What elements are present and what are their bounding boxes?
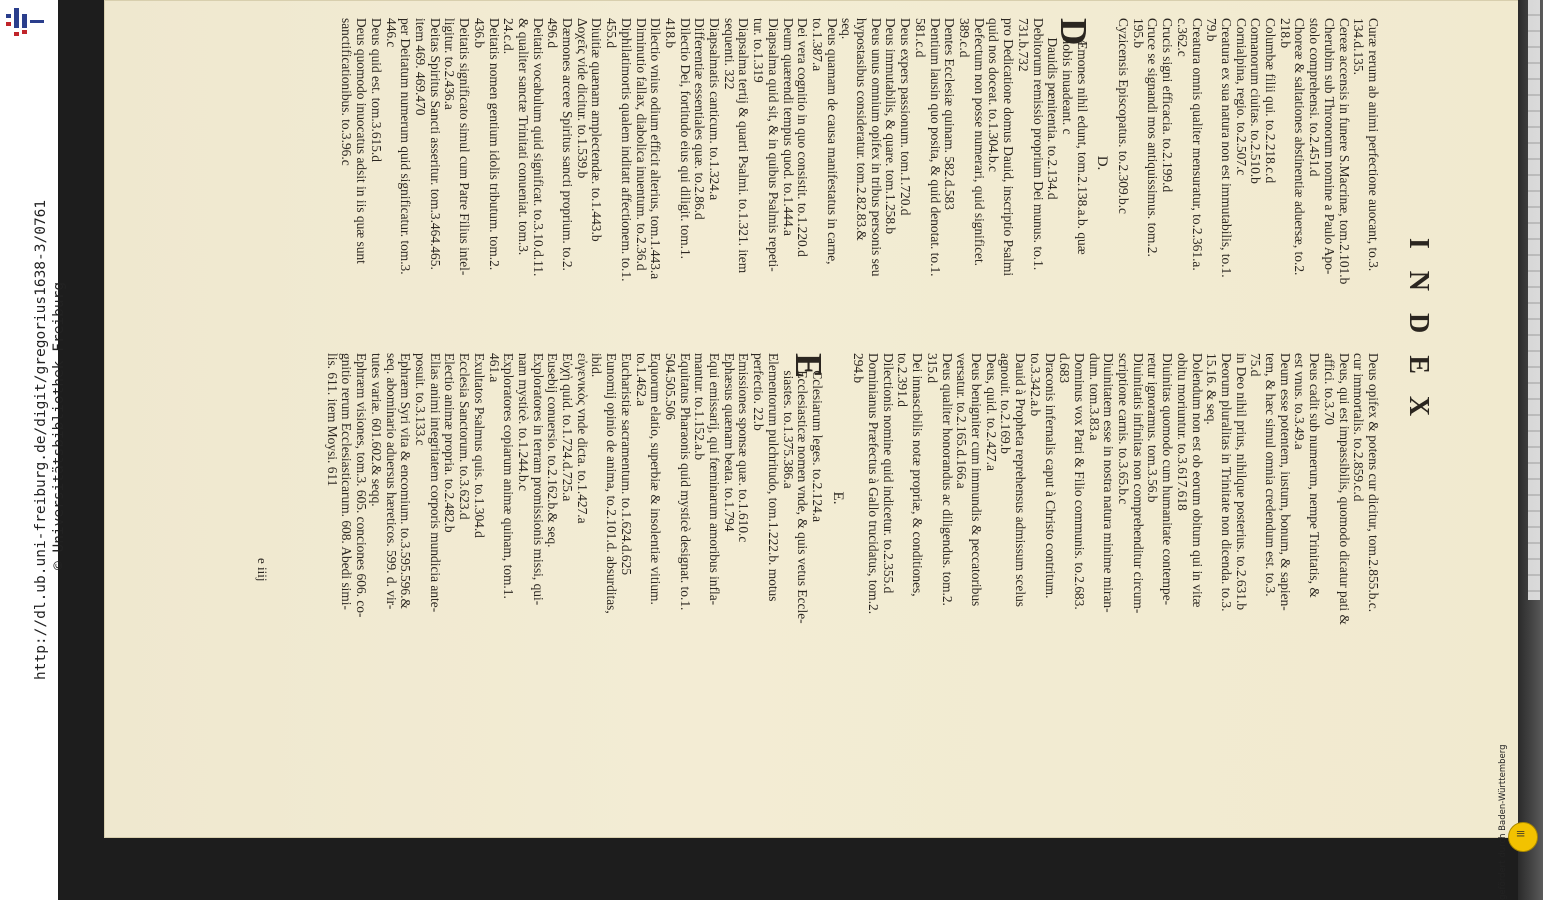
index-entry: Crucis signi efficacia. to.2.199.d: [1160, 18, 1176, 193]
index-entry: 389.c.d: [957, 18, 973, 58]
index-entry: Diuinitas quomodo cum humanitate contempe-: [1160, 353, 1176, 606]
index-entry: 15.16. & seq.: [1204, 353, 1220, 425]
index-entry: affici. to.3.70: [1321, 353, 1337, 425]
index-entry: sanctificationibus. to.3.96.c: [339, 18, 355, 166]
index-entry: Draconis infernalis caput à Christo contritum.: [1042, 353, 1058, 599]
index-entry: 294.b: [851, 353, 867, 384]
index-entry: Columbæ filii qui. to.2.218.c.d: [1263, 18, 1279, 184]
index-entry: Dilectionis nomine quid indicetur. to.2.355.d: [880, 353, 896, 594]
index-entry: Exultatos Psalmus quis. to.1.304.d: [471, 353, 487, 538]
index-entry: Choreæ & saltationes abstinentiæ aduersæ, to.2.: [1292, 18, 1308, 276]
index-entry: E Cclesiarum leges. to.2.124.a: [786, 353, 829, 523]
index-entry: & qualiter sanctæ Trinitati conueniat. tom.3.: [515, 18, 531, 256]
index-entry: Equitatus Pharaonis quid mysticè designat. to.1.: [677, 353, 693, 611]
index-entry: εὐγενικὸς vnde dicta. to.1.427.a: [574, 353, 590, 524]
drop-cap: D: [1051, 18, 1094, 46]
source-url[interactable]: http://dl.ub.uni-freiburg.de/digit/gregorius1638-3/0761: [33, 199, 49, 680]
index-entry: Cornialpina, regio. to.2.507.c: [1233, 18, 1249, 176]
index-entry: Deus, qui est impassibilis, quomodo dicatur pati &: [1336, 353, 1352, 625]
index-entry: Deus unus omnium opifex in tribus personis seu: [868, 18, 884, 277]
index-entry: Ephræm Syri vita & encomium. to.3.595.596.&: [398, 353, 414, 609]
index-entry: retur ignoramus. tom.3.56.b: [1145, 353, 1161, 503]
index-entry: 418.b: [662, 18, 678, 49]
index-entry: Comanorum ciuitas. to.2.510.b: [1248, 18, 1264, 184]
index-entry: Elementorum pulchritudo, tom.1.222.b. motus: [765, 353, 781, 602]
index-entry: seq. abominario aduersus hæreticos. 599. d. vir-: [383, 353, 399, 610]
index-entry: 195.b: [1130, 18, 1146, 49]
index-entry: Diapsalmatis canticum. to.1.324.a: [707, 18, 723, 201]
index-entry: 581.c.d: [912, 18, 928, 58]
index-entry: Deorum pluralitas in Trinitate non dicenda. to.3.: [1218, 353, 1234, 612]
index-entry: Eucharistiæ sacramentum. to.1.624.d.625: [618, 353, 634, 576]
index-entry: to.2.391.d: [895, 353, 911, 407]
index-entry: Deitatis significato simul cum Patre Filius intel-: [457, 18, 473, 276]
index-entry: Dauidis pœnitentia. to.2.134.d: [1045, 37, 1061, 200]
index-entry: Cereæ accensis in funere S.Macrinæ, tom.2.101.b: [1336, 18, 1352, 285]
funding-logo-icon: [1508, 822, 1538, 852]
scan-color-bar: [1528, 0, 1540, 600]
index-entry: quid nos doceat. to.1.304.b.c: [986, 18, 1002, 172]
index-entry: perfectio. 22.b: [751, 353, 767, 431]
index-entry: posuit. to.3.133.c: [413, 353, 428, 446]
index-entry: nam mysticè. to.1.244.b.c: [515, 353, 531, 491]
index-entry: 436.b: [471, 18, 487, 49]
index-entry: Deum esse potentem, iustum, bonum, & sapien-: [1277, 353, 1293, 611]
index-entry: Dominianus Præfectus à Gallo trucidatus, tom.2.: [866, 353, 882, 615]
index-entry: agnouit. to.2.169.b: [998, 353, 1014, 454]
index-entry: pro Dedicatione domus Dauid, inscriptio Psalmi: [1001, 18, 1017, 277]
index-entry: est vnus. to.3.49.a: [1292, 353, 1308, 450]
index-entry: 315.d: [924, 353, 940, 384]
index-entry: mantur. to.1.152.a.b: [692, 353, 708, 461]
index-entry: Electio animæ propria. to.2.482.b: [442, 353, 458, 533]
index-entry: stolo comprehensi. to.2.451.d: [1307, 18, 1323, 177]
index-entry: Deus, quid. to.2.427.a: [983, 353, 999, 471]
index-column-left: [339, 18, 1380, 308]
index-entry: Exploratores copiarum animæ quinam, tom.1.: [501, 353, 517, 599]
index-entry: Ephræm visiones, tom.3. 605. conciones 606. co-: [354, 353, 370, 618]
index-entry: Diapsalma tertij & quarti Psalmi. to.1.321. item: [736, 18, 752, 274]
index-entry: to.1.387.a: [809, 18, 825, 72]
index-page-content: [220, 18, 1440, 658]
source-url-caption: [32, 200, 72, 900]
index-entry: Debitorum remissio proprium Dei munus. to.1.: [1030, 18, 1046, 271]
index-entry: 79.b: [1204, 18, 1220, 42]
index-entry: Deum quærendi tempus quod. to.1.444.a: [780, 18, 796, 236]
index-entry: Dauid à Propheta reprehensus admissum scelus: [1013, 353, 1029, 607]
index-entry: c.362.c: [1174, 18, 1190, 57]
index-entry: Ephæsus quænam beata. to.1.794: [721, 353, 737, 532]
index-entry: Cyzicensis Episcopatus. to.2.309.b.c: [1116, 18, 1132, 214]
index-entry: lis. 611. item Moysi. 611: [324, 353, 340, 487]
index-entry: Exploratores in terram promissionis missi, qui-: [530, 353, 546, 606]
index-entry: Δοχεῖς vide dicitur. to.1.539.b: [574, 18, 590, 179]
index-entry: Deus cadit sub numerum, nempe Trinitatis, &: [1307, 353, 1323, 598]
drop-cap: E: [786, 353, 829, 379]
index-entry: Deus benigniter cum immundis & peccatoribus: [969, 353, 985, 607]
index-entry: Dei innascibilis notæ propriæ, & conditiones,: [910, 353, 926, 597]
index-entry: item 469. 469.470: [413, 18, 428, 116]
index-entry: Diuinitatem esse in nostra natura minime miran-: [1101, 353, 1117, 613]
funding-note: gefördert durch Baden-Württemberg: [1498, 744, 1508, 900]
index-entry: ligitur. to.2.436.a: [442, 18, 458, 110]
index-entry: obitu moriuntur. to.3.617.618: [1174, 353, 1190, 511]
index-entry: scriptione carnis. to.3.65.b.c: [1116, 353, 1132, 505]
index-entry: Diuitiæ quænam amplectendæ. to.1.443.b: [589, 18, 605, 242]
index-entry: nobis inuadeant. c: [1059, 37, 1075, 135]
index-entry: Deus expers passionum. tom.1.720.d: [898, 18, 914, 216]
index-entry: cur immortalis. to.2.859.c.d: [1351, 353, 1367, 502]
index-entry: siastes. to.1.375.386.a: [780, 370, 796, 489]
index-entry: Deitatis vocabulum quid significat. to.3.10.d.11.: [530, 18, 546, 277]
index-entry: Dæmones arcere Spiritus sancti proprium. to.2.: [560, 18, 576, 271]
index-entry: D Æmones nihil edunt, tom.2.138.a.b. quæ: [1051, 18, 1094, 255]
index-entry: 461.a: [486, 353, 502, 383]
index-column-right: [324, 353, 1380, 643]
index-entry: per Deitatum numerum quid significatur. tom.3.: [398, 18, 414, 275]
index-entry: Dentes Ecclesiæ quinam. 582.d.583: [942, 18, 958, 210]
index-entry: in Deo nihil prius, nihilque posterius. to.2.631.b: [1233, 353, 1249, 611]
section-letter: E.: [829, 491, 846, 505]
index-entry: 75.d: [1248, 353, 1264, 377]
index-entry: Dolendum non est ob eorum obitum qui in vitæ: [1189, 353, 1205, 608]
index-entry: Dilectio Dei, fortitudo eius qui diligit. tom.1.: [677, 18, 693, 260]
index-entry: dum. tom.3.83.a: [1086, 353, 1102, 441]
copyright-notice: © Universitätsbibliothek Freiburg: [51, 281, 67, 570]
index-entry: gnitio rerum Ecclesiasticarum. 608. Abedi simi-: [339, 353, 355, 610]
index-entry: 446.c: [383, 18, 399, 48]
index-entry: Cherubim sub Thronorum nomine a Paulo Apo-: [1321, 18, 1337, 275]
index-entry: 731.b.732: [1015, 18, 1031, 72]
index-entry: Diminutio fallax, diabolica inuentum. to.2.36.d: [633, 18, 649, 271]
index-entry: Ecclesia Sanctorum. to.3.623.d: [457, 353, 473, 520]
index-entry: versatur. to.2.165.d.166.a: [954, 353, 970, 489]
index-entry: Deitatis nomen gentium idolis tributum. tom.2.: [486, 18, 502, 271]
index-entry: hypostasibus consideratur. tom.2.82.83.&: [854, 18, 870, 241]
index-entry: Emissiones sponsæ quæ. to.1.610.c: [736, 353, 752, 543]
section-letter: D.: [1094, 155, 1111, 171]
index-entry: Eunomij opinio de anima, to.2.101.d. absurditas,: [604, 353, 620, 614]
index-entry: Differentiæ essentiales quæ. to.2.86.d: [692, 18, 708, 220]
index-entry: d.683: [1057, 353, 1073, 384]
index-entry: Equorum elatio, superbiæ & insolentiæ vitium.: [648, 353, 664, 605]
index-entry: seq.: [839, 18, 855, 40]
index-entry: Curæ rerum ab animi perfectione auocant, to.3.: [1366, 18, 1381, 272]
index-entry: Diapsalma quid sit, & in quibus Psalmis repeti-: [765, 18, 781, 272]
index-entry: to.3.342.a.b: [1027, 353, 1043, 417]
index-entry: ibid.: [589, 353, 605, 378]
index-entry: Diuinitatis infinitas non comprehenditur circum-: [1130, 353, 1146, 614]
index-entry: to.1.462.a: [633, 353, 649, 407]
index-entry: tur. to.1.319: [751, 18, 767, 83]
index-entry: Creatura ex sua natura non est immutabilis, to.1.: [1218, 18, 1234, 278]
index-entry: Dilectio vnius odium efficit alterius, tom.1.443.a: [648, 18, 664, 280]
index-entry: 218.b: [1277, 18, 1293, 49]
page-title: INDEX: [1403, 237, 1434, 439]
index-entry: Dominus vox Patri & Filio communis. to.2.683.: [1071, 353, 1087, 610]
index-entry: 24.c.d.: [501, 18, 517, 55]
index-entry: Diphilatimortis qualem inditatt affectionem. to.1.: [618, 18, 634, 282]
index-entry: Deitas Spiritus Sancti asseritur. tom.3.464.465.: [427, 18, 443, 270]
index-entry: 504.505.506: [662, 353, 678, 420]
index-entry: Deus opifex & potens cur dicitur, tom.2.855.b.c.: [1366, 353, 1381, 613]
index-entry: Εὐχὴ quid. to.1.724.d.725.a: [560, 353, 576, 502]
index-entry: Dei vera cognitio in quo consistit. to.1.220.d: [795, 18, 811, 257]
viewer-sidebar: [0, 0, 67, 900]
index-entry: Deus quamam de causa manifestatus in carne,: [824, 18, 840, 265]
index-entry: Deus quid est. tom.3.615.d: [368, 18, 384, 162]
index-entry: Eusebij conuersio. to.2.162.b.& seq.: [545, 353, 561, 548]
index-entry: 134.d.135.: [1351, 18, 1367, 75]
index-entry: Elias animi integritatem corporis mundicia ante-: [427, 353, 443, 613]
index-entry: Defectum non posse numerari, quid significet.: [971, 18, 987, 267]
index-entry: Creatura omnis qualiter mensuratur, to.2.361.a.: [1189, 18, 1205, 271]
index-entry: 455.d: [604, 18, 620, 49]
index-entry: Ecclesiasticæ nomen vnde, & quis vetus Eccle-: [795, 370, 811, 624]
index-entry: Equi emissarij, qui fœminarum amoribus infla-: [707, 353, 723, 606]
index-entry: 496.d: [545, 18, 561, 49]
index-entry: Deus immutabilis, & quare. tom.1.258.b: [883, 18, 899, 235]
index-entry: sequenti. 322: [721, 18, 737, 90]
index-entry: Cruce se signandi mos antiquissimus. tom.2.: [1145, 18, 1161, 257]
index-entry: Deus qualiter honorandus ac diligendus. tom.2.: [939, 353, 955, 606]
index-entry: Deus quomodo inuocatus adsit in iis quæ sunt: [354, 18, 370, 264]
ub-freiburg-logo-icon: [2, 6, 48, 58]
index-entry: tem, & hæc simul omnia credendum est. to.3.: [1263, 353, 1279, 597]
index-entry: Dentium lausin quo posita, & quid denotat. to.1.: [927, 18, 943, 277]
index-entry: tutes variæ. 601.602.& seqq.: [368, 353, 384, 507]
page-signature: e iiij: [255, 558, 270, 582]
